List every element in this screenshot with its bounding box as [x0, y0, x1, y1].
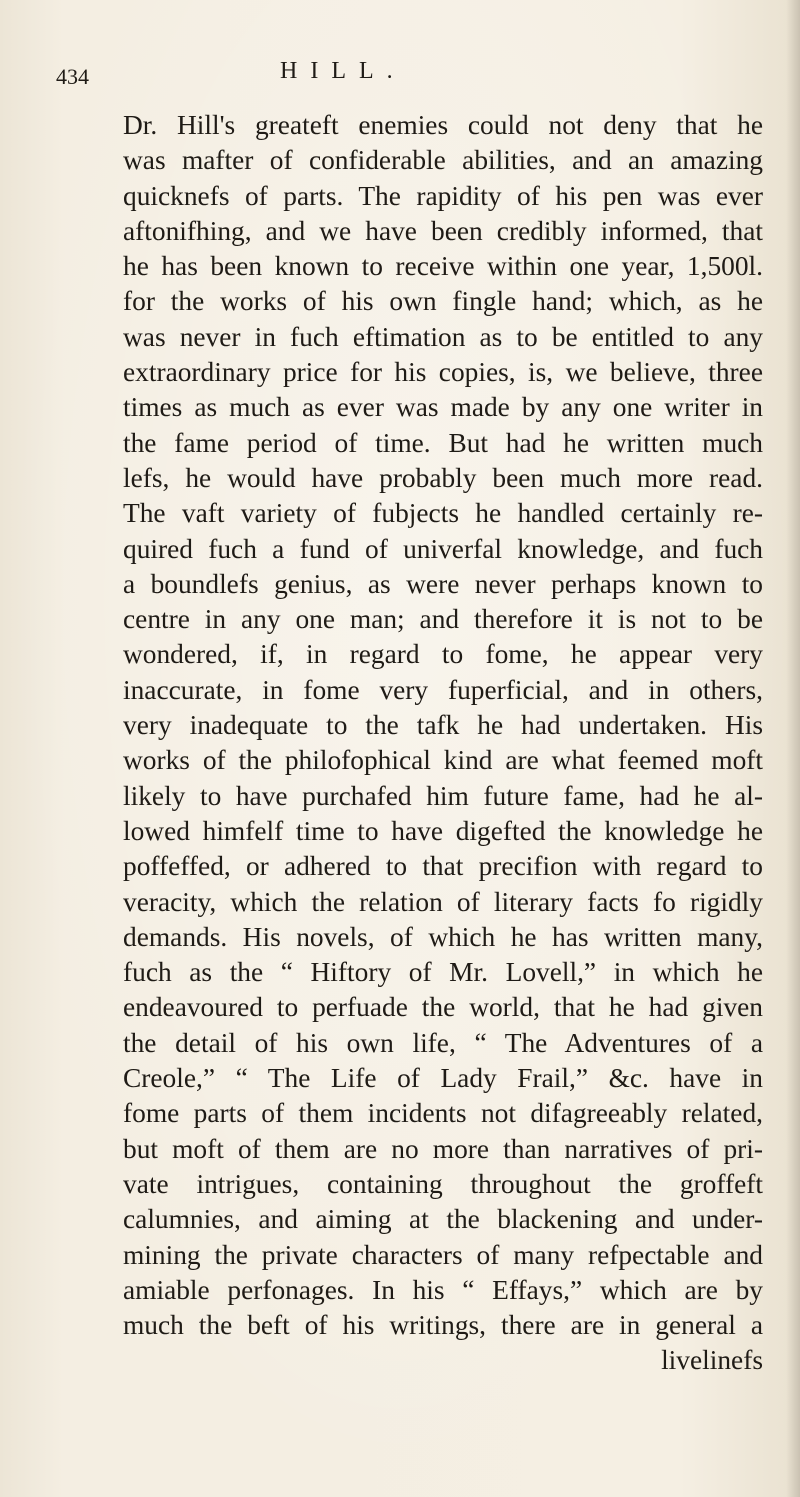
text-line: very inadequate to the tafk he had undertaken. His	[123, 710, 763, 741]
text-line: quired fuch a fund of univerfal knowledge, and fuch	[123, 533, 763, 564]
body-text	[123, 108, 763, 1379]
page-number: 434	[56, 64, 89, 89]
text-line: the detail of his own life, “ The Adventures of a	[123, 1027, 763, 1058]
text-line: demands. His novels, of which he has written many,	[123, 921, 763, 952]
text-line: but moft of them are no more than narratives of pri-	[123, 1133, 763, 1164]
text-line: wondered, if, in regard to fome, he appear very	[123, 639, 763, 670]
text-line: extraordinary price for his copies, is, we believe, three	[123, 357, 763, 388]
text-line: times as much as ever was made by any one writer in	[123, 392, 763, 423]
text-line: a boundlefs genius, as were never perhaps known to	[123, 568, 763, 599]
text-line: veracity, which the relation of literary facts fo rigidly	[123, 886, 763, 917]
text-line: much the beft of his writings, there are in general a	[123, 1310, 763, 1341]
page-edge-shadow	[786, 0, 800, 1497]
text-line: he has been known to receive within one year, 1,500l.	[123, 251, 763, 282]
text-line: fome parts of them incidents not difagreeably related,	[123, 1098, 763, 1129]
text-line: inaccurate, in fome very fuperficial, and in others,	[123, 674, 763, 705]
text-line: likely to have purchafed him future fame, had he al-	[123, 780, 763, 811]
text-line: quicknefs of parts. The rapidity of his pen was ever	[123, 180, 763, 211]
text-line: poffeffed, or adhered to that precifion with regard to	[123, 851, 763, 882]
text-line: centre in any one man; and therefore it is not to be	[123, 604, 763, 635]
text-line: vate intrigues, containing throughout the groffeft	[123, 1168, 763, 1199]
text-line: for the works of his own fingle hand; which, as he	[123, 286, 763, 317]
text-line: was never in fuch eftimation as to be entitled to any	[123, 321, 763, 352]
catchword: livelinefs	[661, 1345, 763, 1376]
text-line: lefs, he would have probably been much more read.	[123, 462, 763, 493]
text-line: Dr. Hill's greateft enemies could not deny that he	[123, 110, 763, 140]
text-line: endeavoured to perfuade the world, that he had given	[123, 992, 763, 1023]
text-line: Creole,” “ The Life of Lady Frail,” &c. have in	[123, 1063, 763, 1094]
text-line: lowed himfelf time to have digefted the knowledge he	[123, 815, 763, 846]
text-line: calumnies, and aiming at the blackening and under-	[123, 1204, 763, 1235]
text-line: was mafter of confiderable abilities, and an amazing	[123, 145, 763, 176]
page-header	[56, 58, 756, 98]
text-line: amiable perfonages. In his “ Effays,” which are by	[123, 1274, 763, 1305]
text-line: fuch as the “ Hiftory of Mr. Lovell,” in which he	[123, 957, 763, 988]
text-line: works of the philofophical kind are what feemed moft	[123, 745, 763, 776]
text-line: the fame period of time. But had he written much	[123, 427, 763, 458]
running-head: HILL.	[280, 58, 406, 84]
text-line: aftonifhing, and we have been credibly informed, that	[123, 215, 763, 246]
text-line: mining the private characters of many refpectable and	[123, 1239, 763, 1270]
text-line: The vaft variety of fubjects he handled certainly re-	[123, 498, 763, 529]
